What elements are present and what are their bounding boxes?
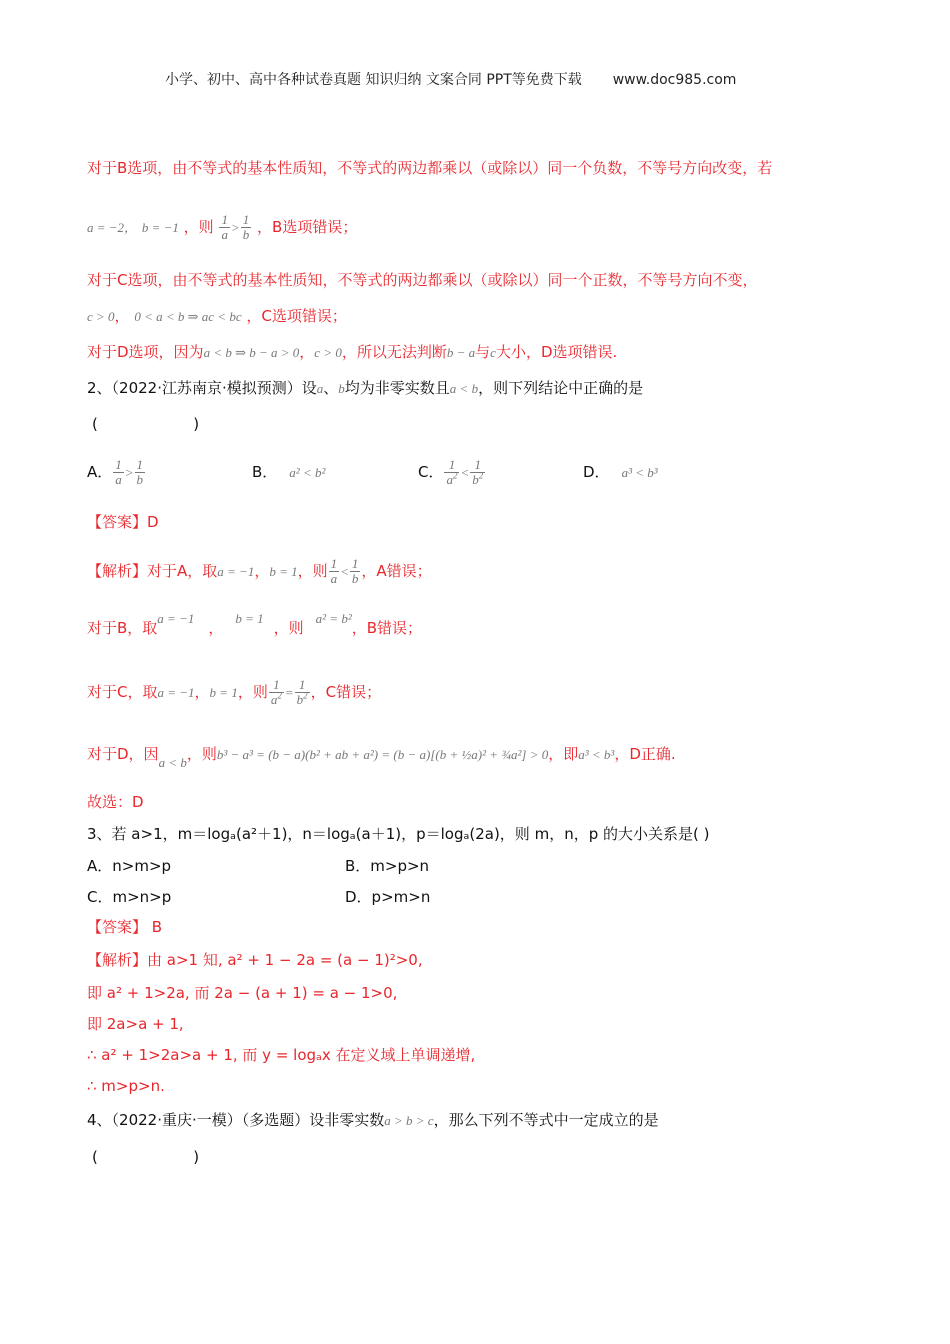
text-c-wrong: ，C选项错误； — [246, 307, 347, 325]
text-ze: ，则 — [183, 218, 214, 236]
math-b-eq: b = −1 — [141, 220, 179, 235]
q3-analysis-line-2: 即 a² + 1>2a, 而 2a − (a + 1) = a − 1>0, — [87, 984, 398, 1002]
q2-answer: 【答案】D — [87, 513, 159, 531]
q4-stem: 4、（2022·重庆·一模）（多选题）设非零实数a > b > c，那么下列不等式中一定成立的是 — [87, 1111, 659, 1129]
q4-answer-paren: ( ) — [92, 1148, 200, 1166]
q2-stem: 2、（2022·江苏南京·模拟预测）设a、b均为非零实数且a < b，则下列结论中正确的是 — [87, 379, 644, 397]
q2-analysis-a: 【解析】对于A，取a = −1，b = 1，则 $\frac{1}{a}$ < $\frac{1}{b}$ ，A错误； — [87, 556, 432, 586]
text-d-wrong: 大小，D选项错误. — [495, 343, 618, 361]
q3-answer: 【答案】 B — [87, 918, 163, 936]
q2-answer-paren: ( ) — [92, 415, 200, 433]
math-c: c — [490, 345, 496, 360]
math-c-gt-0: c > 0 — [314, 345, 342, 360]
q3-option-a[interactable]: A．n>m>p — [87, 857, 172, 875]
q1-option-b-explanation: 对于B选项，由不等式的基本性质知，不等式的两边都乘以（或除以）同一个负数，不等号方向改变，若 — [87, 159, 773, 177]
q1-option-c-example: c > 0， 0 < a < b ⇒ ac < bc ，C选项错误； — [87, 307, 347, 325]
q3-option-d[interactable]: D．p>m>n — [345, 888, 431, 906]
q2-option-c[interactable]: C． $\frac{1}{a^2}$ < $\frac{1}{b^2}$ — [418, 457, 484, 487]
q3-analysis-line-3: 即 2a>a + 1, — [87, 1015, 184, 1033]
text-yu: 与 — [475, 343, 491, 361]
page-header — [165, 70, 736, 90]
q2-analysis-d: 对于D，因a < b，则b³ − a³ = (b − a)(b² + ab + a²) = (b − a)[(b + ½a)² + ¾a²] > 0，即a³ < b³，D正确. — [87, 745, 676, 770]
q3-analysis-line-1: 【解析】由 a>1 知, a² + 1 − 2a = (a − 1)²>0, — [87, 951, 423, 969]
q2-analysis-b: 对于B，取a = −1，b = 1，则a² = b²，B错误； — [87, 611, 423, 637]
q3-option-c[interactable]: C．m>n>p — [87, 888, 172, 906]
text-d-pre: 对于D选项，因为 — [87, 343, 204, 361]
q3-analysis-line-4: ∴ a² + 1>2a>a + 1, 而 y = logₐx 在定义域上单调递增, — [87, 1046, 476, 1064]
math-c-pos: c > 0 — [87, 309, 115, 324]
q1-option-d-explanation: 对于D选项，因为a < b ⇒ b − a > 0，c > 0，所以无法判断b − a与c大小，D选项错误. — [87, 343, 618, 361]
math-b-a: b − a — [446, 345, 476, 360]
header-text: 小学、初中、高中各种试卷真题 知识归纳 文案合同 PPT等免费下载 — [165, 72, 582, 88]
q1-option-b-example: a = −2， b = −1 ，则 $\frac{1}{a}$ > $\frac{1}{b}$ ，B选项错误； — [87, 212, 358, 242]
math-ac-bc: 0 < a < b ⇒ ac < bc — [134, 309, 242, 324]
q2-option-b[interactable]: B． a² < b² — [252, 463, 326, 481]
q3-option-b[interactable]: B．m>p>n — [345, 857, 430, 875]
text-b-wrong: ，B选项错误； — [257, 218, 358, 236]
q3-analysis-line-5: ∴ m>p>n. — [87, 1077, 165, 1095]
q3-stem: 3、若 a>1，m＝logₐ(a²＋1)，n＝logₐ(a＋1)，p＝logₐ(2a)，则 m，n，p 的大小关系是( ) — [87, 825, 710, 843]
header-site-link[interactable]: www.doc985.com — [612, 72, 737, 88]
frac-1-over-a: $\frac{1}{a}$ — [221, 212, 228, 242]
q2-final-choice: 故选：D — [87, 793, 144, 811]
q1-option-c-explanation: 对于C选项，由不等式的基本性质知，不等式的两边都乘以（或除以）同一个正数，不等号方向不变， — [87, 271, 758, 289]
math-a-eq: a = −2 — [87, 220, 125, 235]
math-b-minus-a: a < b ⇒ b − a > 0 — [203, 345, 300, 360]
q2-analysis-c: 对于C，取a = −1，b = 1，则 $\frac{1}{a^2}$ = $\frac{1}{b^2}$ ，C错误； — [87, 677, 382, 707]
q2-option-d[interactable]: D． a³ < b³ — [583, 463, 658, 481]
text-d-mid: ，所以无法判断 — [341, 343, 447, 361]
q2-option-a[interactable]: A． $\frac{1}{a}$ > $\frac{1}{b}$ — [87, 457, 144, 487]
frac-1-over-b: $\frac{1}{b}$ — [242, 212, 250, 242]
